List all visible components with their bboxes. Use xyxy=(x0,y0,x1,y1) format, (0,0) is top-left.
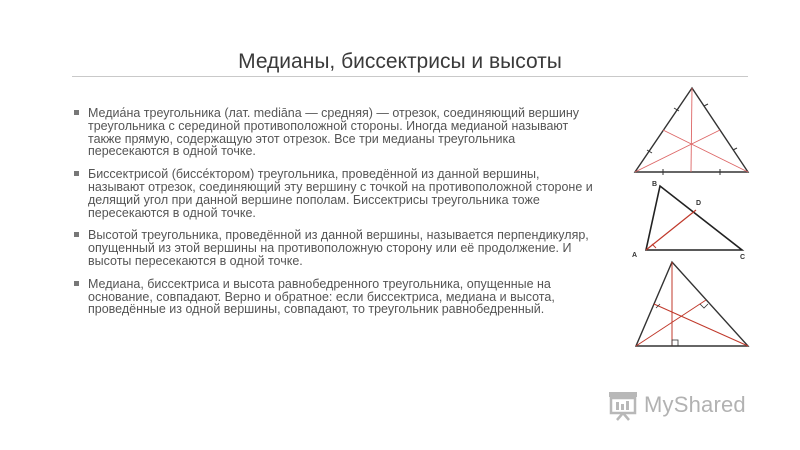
bullet-marker xyxy=(74,171,79,176)
median-line xyxy=(663,130,748,172)
angle-arc xyxy=(652,244,656,248)
bullet-marker xyxy=(74,281,79,286)
bullet-text: Высотой треугольника, проведённой из данной вершины, называется перпендикуляр, опущенный из этой вершины на противоположную сторону или её продолжение. И высоты пересекаются в одной точке. xyxy=(88,228,589,268)
bullet-isosceles xyxy=(74,278,594,316)
bullet-marker xyxy=(74,110,79,115)
vertex-label-b: B xyxy=(652,181,658,188)
bisector-figure xyxy=(630,180,755,260)
bullet-text: Медиана, биссектриса и высота равнобедренного треугольника, опущенные на основание, совпадают. Верно и обратное: если биссектриса, медиана и высота, проведённые из одной вершины, совпадают, то треугольник равнобедренный. xyxy=(88,276,555,317)
slide-title: Медианы, биссектрисы и высоты xyxy=(238,50,562,73)
bullet-list xyxy=(74,107,594,326)
altitudes-triangle xyxy=(636,262,748,346)
bullet-bisector xyxy=(74,168,594,219)
median-line xyxy=(691,88,692,172)
point-label-d: D xyxy=(696,200,702,207)
altitudes-figure xyxy=(630,258,755,350)
medians-figure xyxy=(630,84,755,178)
bullet-text: Биссектрисой (биссе́ктором) треугольника, проведённой из данной вершины, называют отрезок, соединяющий эту вершину с точкой на противоположной стороне и делящий угол при данной вершине пополам. Биссектрисы треугольника тоже пересекаются в одной точке. xyxy=(88,167,593,220)
bisector-triangle xyxy=(646,186,742,250)
vertex-label-c: C xyxy=(740,254,746,260)
bullet-text: Медиа́на треугольника (лат. mediāna — средняя) — отрезок, соединяющий вершину треугольника с серединой противоположной стороны. Иногда медианой называют также прямую, содержащую этот отрезок. Все три медианы треугольника пересекаются в одной точке. xyxy=(88,106,580,159)
title-divider xyxy=(72,76,748,77)
bullet-marker xyxy=(74,232,79,237)
watermark xyxy=(606,389,746,421)
watermark-text: MyShared xyxy=(644,392,746,417)
bullet-altitude xyxy=(74,229,594,267)
bullet-median xyxy=(74,107,594,158)
presentation-board-icon xyxy=(606,389,640,421)
vertex-label-a: A xyxy=(632,252,638,259)
